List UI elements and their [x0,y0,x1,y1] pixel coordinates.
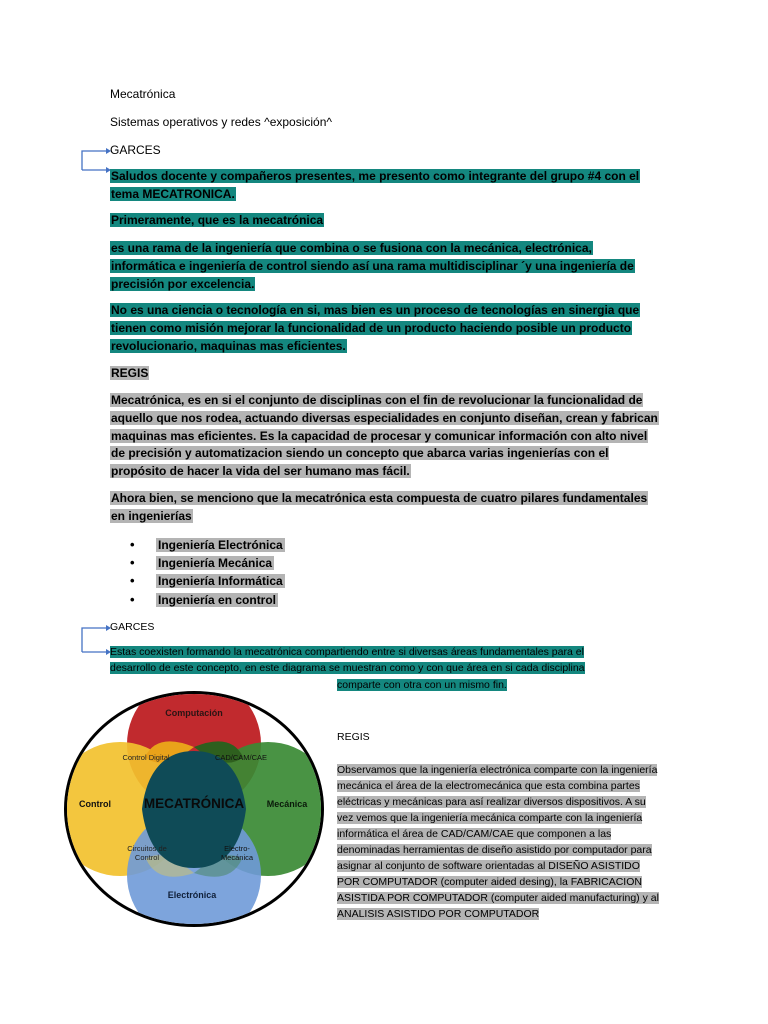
label-control: Control [79,799,111,809]
speaker-label-regis-2: REGIS [337,731,370,743]
mechatronics-venn-diagram [62,687,328,929]
pillars-intro-paragraph: Ahora bien, se menciono que la mecatrónica esta compuesta de cuatro pilares fundamentales en ingenierías [111,491,648,523]
doc-title: Mecatrónica [110,87,176,101]
arrow-icon [78,147,112,175]
not-science-paragraph: No es una ciencia o tecnología en si, mas bien es un proceso de tecnologías en sinergia que tienen como misión mejorar la funcionalidad de un producto haciendo posible un producto revolucionario, maquinas mas eficientes. [111,303,640,353]
label-electromecanica-1: Electro- [224,844,250,853]
coexist-line-3: comparte con otra con un mismo fin. [337,679,507,691]
label-control-digital: Control Digital [122,753,170,762]
doc-subtitle: Sistemas operativos y redes ^exposición^ [110,115,333,129]
label-circuitos-1: Circuitos de [127,844,167,853]
regis-paragraph: Mecatrónica, es en si el conjunto de disciplinas con el fin de revolucionar la funcionalidad de aquello que nos rodea, actuando diversas especialidades en conjunto diseñan, crean y fabrican maquinas mas eficientes. Es la capacidad de procesar y comunicar información con alto nivel de precisión y automatizacion siendo un concepto que abarca varias ingenierías con el propósito de hacer la vida del ser humano mas fácil. [111,393,658,479]
label-mecatronica-center: MECATRÓNICA [143,796,245,811]
speaker-label-garces: GARCES [110,143,161,157]
coexist-line-2: desarrollo de este concepto, en este diagrama se muestran como y con que área en si cada disciplina [110,662,585,674]
observe-paragraph: Observamos que la ingeniería electrónica comparte con la ingeniería mecánica el área de la electromecánica que esta combina partes eléctricas y mecánicas para así realizar diversos dispositivos. A su vez vemos que la ingeniería mecánica comparte con la ingeniería informática el área de CAD/CAM/CAE que componen a las denominadas herramientas de diseño asistido por computador para asignar al conjunto de software orientadas al DISEÑO ASISTIDO POR COMPUTADOR (computer aided desing), la FABRICACION ASISTIDA POR COMPUTADOR (computer aided manufacturing) y al ANALISIS ASISTIDO POR COMPUTADOR [337,763,659,921]
speaker-label-garces-2: GARCES [110,621,155,633]
pillars-list [130,536,285,609]
label-cad-cam-cae: CAD/CAM/CAE [214,753,268,762]
speaker-label-regis: REGIS [111,366,149,380]
intro-paragraph: Saludos docente y compañeros presentes, me presento como integrante del grupo #4 con el tema MECATRONICA. [111,169,640,201]
label-circuitos-2: Control [134,853,160,862]
list-item: • Ingeniería Informática [130,572,285,590]
list-item: • Ingeniería Mecánica [130,554,285,572]
arrow-icon [78,624,112,656]
coexist-line-1: Estas coexisten formando la mecatrónica compartiendo entre si diversas áreas fundamentales para el [110,646,584,658]
definition-paragraph: es una rama de la ingeniería que combina o se fusiona con la mecánica, electrónica, informática e ingeniería de control siendo así una rama multidisciplinar ´y una ingeniería de precisión por excelencia. [111,241,634,291]
list-item: • Ingeniería Electrónica [130,536,285,554]
label-computacion: Computación [165,708,223,718]
label-mecanica: Mecánica [266,799,308,809]
question-paragraph: Primeramente, que es la mecatrónica [111,213,324,227]
list-item: • Ingeniería en control [130,591,285,609]
label-electronica: Electrónica [167,890,217,900]
label-electromecanica-2: Mecánica [220,853,254,862]
